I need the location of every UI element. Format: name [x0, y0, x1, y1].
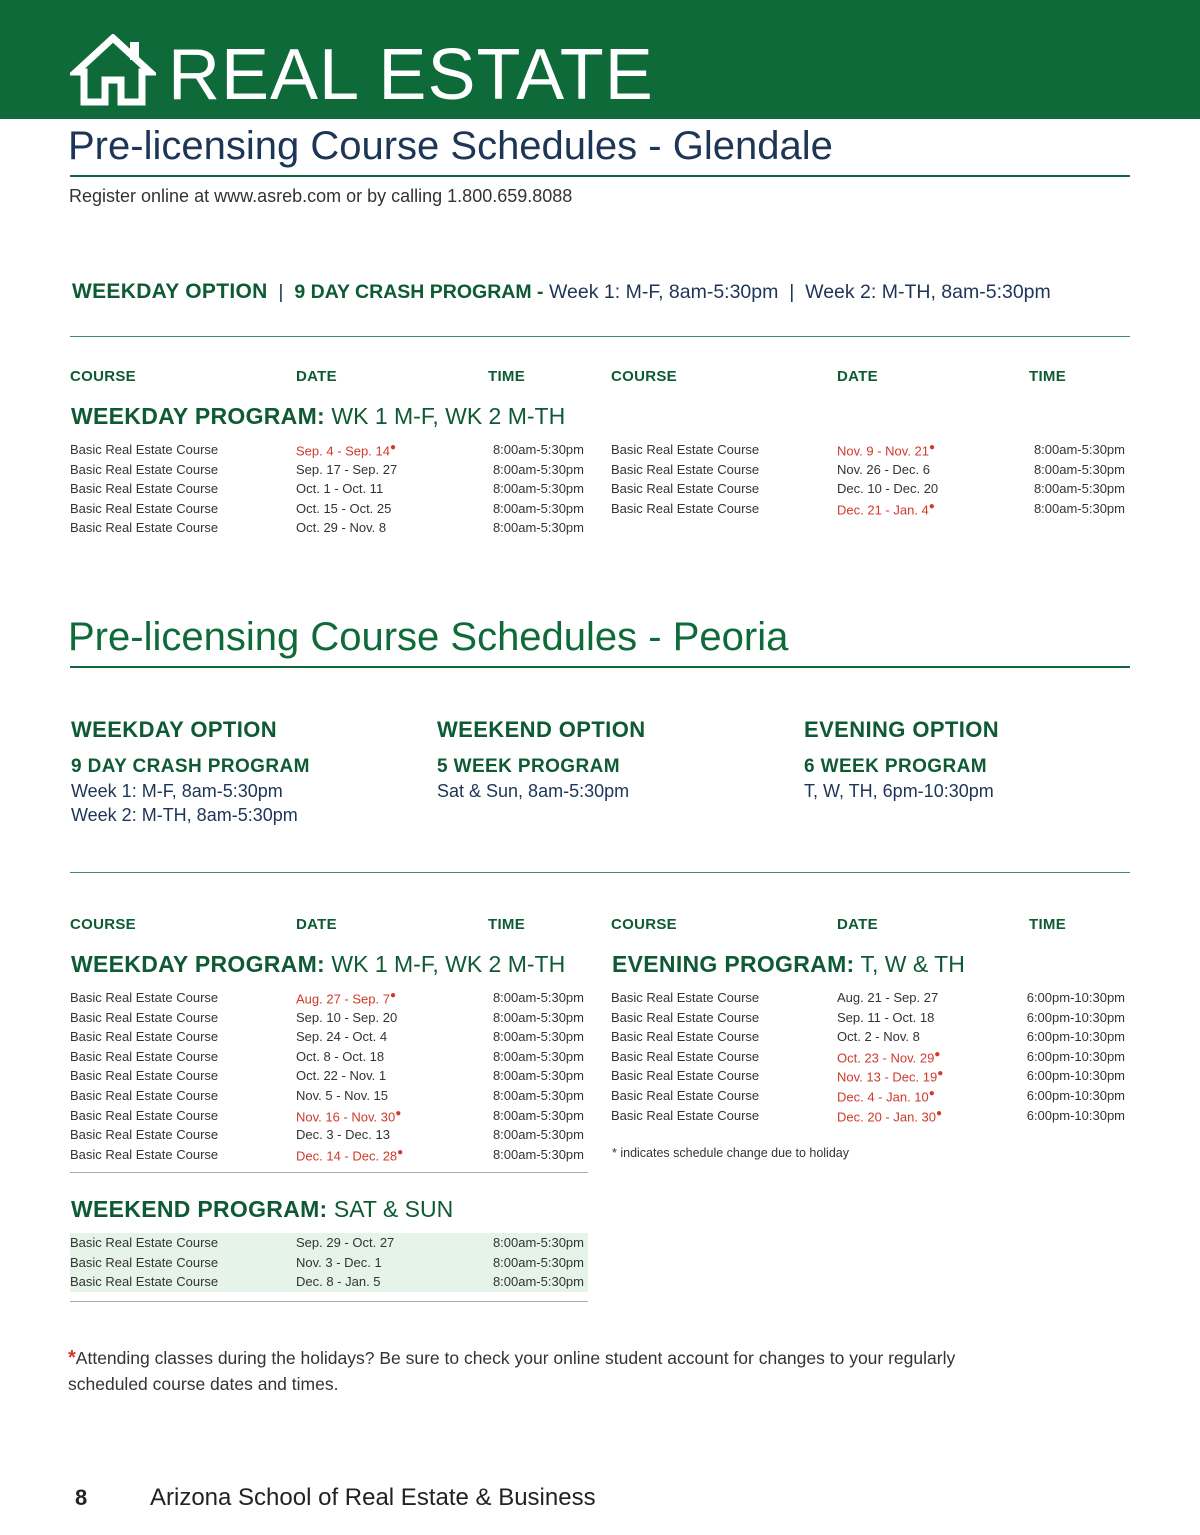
course-cell: Basic Real Estate Course: [70, 1048, 219, 1064]
time-cell: 6:00pm-10:30pm: [1026, 1107, 1125, 1123]
time-cell: 8:00am-5:30pm: [492, 990, 584, 1005]
table-row: [611, 460, 1129, 480]
date-text: Oct. 23 - Nov. 29: [837, 1050, 935, 1066]
table-row: [611, 1008, 1129, 1028]
holiday-dot-icon: ●: [929, 442, 936, 453]
time-cell: 6:00pm-10:30pm: [1026, 1048, 1125, 1064]
time-cell: 8:00am-5:30pm: [492, 1068, 584, 1084]
course-cell: Basic Real Estate Course: [70, 1235, 219, 1250]
footer-school-name: Arizona School of Real Estate & Business: [150, 1484, 596, 1511]
date-text: Dec. 14 - Dec. 28: [296, 1148, 398, 1164]
table-row: [611, 1086, 1129, 1106]
date-cell: [296, 1108, 401, 1124]
course-cell: Basic Real Estate Course: [611, 481, 760, 497]
course-cell: Basic Real Estate Course: [611, 990, 760, 1005]
holiday-dot-icon: ●: [928, 1088, 935, 1099]
course-cell: Basic Real Estate Course: [70, 990, 219, 1005]
table-row: [70, 1008, 588, 1028]
date-cell: [296, 1088, 388, 1103]
course-cell: Basic Real Estate Course: [70, 1254, 219, 1270]
divider: [70, 666, 1130, 668]
date-cell: [837, 442, 935, 458]
col-header-date: DATE: [837, 368, 878, 385]
course-cell: Basic Real Estate Course: [70, 520, 219, 536]
col-header-course: COURSE: [70, 368, 136, 385]
holiday-dot-icon: ●: [389, 990, 396, 1001]
course-cell: Basic Real Estate Course: [70, 500, 219, 516]
holiday-dot-icon: ●: [937, 1068, 944, 1080]
course-cell: Basic Real Estate Course: [611, 1088, 760, 1103]
glendale-option-line: [72, 280, 1051, 304]
time-cell: 8:00am-5:30pm: [492, 1009, 584, 1025]
date-text: Dec. 4 - Jan. 10: [837, 1089, 929, 1105]
time-cell: 8:00am-5:30pm: [492, 1127, 584, 1143]
col-header-date: DATE: [837, 916, 878, 933]
time-cell: 8:00am-5:30pm: [1033, 442, 1125, 457]
date-text: Oct. 15 - Oct. 25: [296, 500, 392, 516]
date-text: Sep. 11 - Oct. 18: [837, 1009, 935, 1025]
option-label: WEEKDAY OPTION: [72, 280, 268, 303]
col-header-time: TIME: [488, 368, 526, 385]
banner-title: REAL ESTATE: [168, 35, 654, 115]
date-cell: [296, 520, 386, 535]
time-cell: 8:00am-5:30pm: [1033, 461, 1125, 477]
table-row: [70, 518, 588, 538]
table-row: [70, 460, 588, 480]
time-cell: 8:00am-5:30pm: [492, 520, 584, 536]
date-cell: [296, 990, 396, 1006]
time-cell: 8:00am-5:30pm: [1033, 481, 1125, 497]
date-text: Sep. 17 - Sep. 27: [296, 461, 398, 477]
date-cell: [837, 1010, 934, 1025]
holiday-dot-icon: ●: [934, 1048, 941, 1060]
time-cell: 6:00pm-10:30pm: [1026, 1029, 1125, 1045]
divider: [70, 872, 1130, 873]
program-title-rest: T, W & TH: [854, 951, 965, 977]
date-cell: [296, 442, 396, 458]
program-label: 9 DAY CRASH PROGRAM -: [294, 281, 544, 303]
table-row: [611, 479, 1129, 499]
table-row: [70, 1272, 588, 1292]
separator: |: [278, 281, 284, 303]
option-line2: Week 2: M-TH, 8am-5:30pm: [71, 805, 298, 825]
table-row: [70, 1253, 588, 1273]
date-text: Dec. 3 - Dec. 13: [296, 1127, 390, 1143]
program-title-bold: WEEKEND PROGRAM:: [71, 1196, 328, 1222]
date-text: Dec. 10 - Dec. 20: [837, 481, 939, 497]
time-cell: 8:00am-5:30pm: [492, 1146, 584, 1162]
table-row: [611, 988, 1129, 1008]
divider: [70, 175, 1130, 177]
date-text: Nov. 3 - Dec. 1: [296, 1254, 382, 1270]
program-title-bold: WEEKDAY PROGRAM:: [71, 951, 325, 977]
option-head: WEEKEND OPTION: [437, 717, 646, 742]
divider: [70, 1301, 588, 1302]
date-cell: [837, 990, 938, 1005]
date-cell: [296, 1147, 403, 1163]
course-cell: Basic Real Estate Course: [611, 442, 760, 457]
col-header-course: COURSE: [611, 368, 677, 385]
date-cell: [296, 481, 383, 496]
date-cell: [837, 1029, 920, 1044]
date-text: Nov. 16 - Nov. 30: [296, 1108, 396, 1124]
table-row: [611, 1027, 1129, 1047]
date-text: Nov. 26 - Dec. 6: [837, 461, 930, 477]
col-header-time: TIME: [488, 916, 526, 933]
table-row: [70, 1233, 588, 1253]
table-row: [70, 1027, 588, 1047]
time-cell: 8:00am-5:30pm: [492, 1029, 584, 1045]
table-row: [611, 499, 1129, 519]
date-cell: [837, 462, 930, 477]
course-cell: Basic Real Estate Course: [70, 1274, 219, 1290]
time-cell: 6:00pm-10:30pm: [1026, 990, 1125, 1005]
peoria-weekday-program-title: [71, 951, 565, 978]
table-row: [70, 988, 588, 1008]
holiday-message: [68, 1345, 1028, 1397]
date-cell: [837, 1068, 943, 1084]
table-row: [70, 1145, 588, 1165]
time-cell: 8:00am-5:30pm: [492, 1088, 584, 1103]
col-header-date: DATE: [296, 916, 337, 933]
date-cell: [296, 462, 397, 477]
course-cell: Basic Real Estate Course: [70, 1009, 219, 1025]
peoria-weekend-program-title: [71, 1196, 453, 1223]
holiday-dot-icon: ●: [397, 1146, 404, 1158]
option-sub: 5 WEEK PROGRAM: [437, 756, 620, 777]
date-text: Sep. 10 - Sep. 20: [296, 1009, 398, 1025]
table-row: [70, 1066, 588, 1086]
glendale-title: Pre-licensing Course Schedules - Glendale: [68, 124, 833, 168]
col-header-time: TIME: [1029, 916, 1067, 933]
option-line1: Sat & Sun, 8am-5:30pm: [437, 781, 630, 801]
col-header-course: COURSE: [611, 916, 677, 933]
date-text: Oct. 29 - Nov. 8: [296, 520, 387, 536]
program-title-rest: WK 1 M-F, WK 2 M-TH: [325, 403, 566, 429]
course-cell: Basic Real Estate Course: [611, 1029, 760, 1045]
table-row: [611, 1106, 1129, 1126]
table-row: [70, 1125, 588, 1145]
date-cell: [296, 1010, 397, 1025]
table-row: [70, 499, 588, 519]
course-cell: Basic Real Estate Course: [611, 1107, 760, 1123]
course-cell: Basic Real Estate Course: [70, 1127, 219, 1143]
course-cell: Basic Real Estate Course: [70, 1088, 219, 1103]
date-text: Dec. 20 - Jan. 30: [837, 1108, 936, 1124]
program-title-bold: EVENING PROGRAM:: [612, 951, 855, 977]
divider: [70, 1172, 588, 1173]
course-cell: Basic Real Estate Course: [70, 442, 219, 457]
date-cell: [837, 1088, 935, 1104]
program-title-bold: WEEKDAY PROGRAM:: [71, 403, 325, 429]
date-cell: [837, 481, 938, 496]
course-cell: Basic Real Estate Course: [611, 1068, 760, 1084]
course-cell: Basic Real Estate Course: [611, 1009, 760, 1025]
date-cell: [296, 1127, 390, 1142]
time-cell: 8:00am-5:30pm: [492, 461, 584, 477]
holiday-dot-icon: ●: [395, 1107, 402, 1119]
date-text: Aug. 27 - Sep. 7: [296, 991, 390, 1007]
date-cell: [296, 1029, 387, 1044]
time-cell: 8:00am-5:30pm: [492, 1107, 584, 1123]
course-cell: Basic Real Estate Course: [70, 461, 219, 477]
time-cell: 8:00am-5:30pm: [492, 1254, 584, 1270]
date-cell: [837, 1108, 942, 1124]
course-cell: Basic Real Estate Course: [611, 1048, 760, 1064]
table-row: [70, 1106, 588, 1126]
time-cell: 8:00am-5:30pm: [1033, 500, 1125, 516]
col-header-date: DATE: [296, 368, 337, 385]
date-text: Dec. 21 - Jan. 4: [837, 502, 929, 518]
house-icon: [70, 34, 156, 106]
holiday-message-text: Attending classes during the holidays? Be sure to check your online student account for changes to your regularly scheduled course dates and times.: [68, 1348, 956, 1394]
program-title-rest: WK 1 M-F, WK 2 M-TH: [325, 951, 566, 977]
date-cell: [296, 1255, 382, 1270]
glendale-weekday-program-title: [71, 403, 565, 430]
col-header-time: TIME: [1029, 368, 1067, 385]
table-row: [611, 1066, 1129, 1086]
date-cell: [296, 1049, 384, 1064]
option-sub: 6 WEEK PROGRAM: [804, 756, 987, 777]
option-sub: 9 DAY CRASH PROGRAM: [71, 756, 310, 777]
col-header-course: COURSE: [70, 916, 136, 933]
date-text: Nov. 5 - Nov. 15: [296, 1088, 388, 1103]
option-head: EVENING OPTION: [804, 717, 1000, 742]
separator: |: [789, 281, 795, 303]
week2-text: Week 2: M-TH, 8am-5:30pm: [805, 281, 1051, 303]
time-cell: 6:00pm-10:30pm: [1026, 1088, 1125, 1103]
time-cell: 8:00am-5:30pm: [492, 1235, 584, 1250]
time-cell: 8:00am-5:30pm: [492, 481, 584, 497]
course-cell: Basic Real Estate Course: [70, 1068, 219, 1084]
course-cell: Basic Real Estate Course: [611, 500, 760, 516]
date-text: Oct. 1 - Oct. 11: [296, 481, 384, 497]
register-text: Register online at www.asreb.com or by calling 1.800.659.8088: [69, 186, 573, 206]
divider: [70, 336, 1130, 337]
date-text: Nov. 13 - Dec. 19: [837, 1069, 938, 1085]
time-cell: 6:00pm-10:30pm: [1026, 1068, 1125, 1084]
date-text: Aug. 21 - Sep. 27: [837, 990, 939, 1005]
table-row: [70, 1047, 588, 1067]
holiday-dot-icon: ●: [389, 442, 396, 453]
program-title-rest: SAT & SUN: [327, 1196, 454, 1222]
course-cell: Basic Real Estate Course: [70, 1029, 219, 1045]
table-row: [611, 1047, 1129, 1067]
course-cell: Basic Real Estate Course: [611, 461, 760, 477]
option-head: WEEKDAY OPTION: [71, 717, 278, 742]
time-cell: 8:00am-5:30pm: [492, 442, 584, 457]
peoria-evening-program-title: [612, 951, 965, 978]
time-cell: 6:00pm-10:30pm: [1026, 1009, 1125, 1025]
asterisk-icon: *: [68, 1347, 76, 1369]
option-line1: T, W, TH, 6pm-10:30pm: [804, 781, 994, 801]
course-cell: Basic Real Estate Course: [70, 1107, 219, 1123]
date-text: Oct. 2 - Nov. 8: [837, 1029, 920, 1045]
date-cell: [296, 501, 391, 516]
date-cell: [837, 1049, 940, 1065]
time-cell: 8:00am-5:30pm: [492, 1274, 584, 1290]
table-row: [70, 479, 588, 499]
time-cell: 8:00am-5:30pm: [492, 1048, 584, 1064]
table-row: [70, 1086, 588, 1106]
holiday-note: * indicates schedule change due to holiday: [612, 1146, 849, 1160]
date-cell: [296, 1068, 386, 1083]
holiday-dot-icon: ●: [928, 500, 935, 512]
date-text: Dec. 8 - Jan. 5: [296, 1274, 381, 1290]
date-text: Oct. 22 - Nov. 1: [296, 1068, 387, 1084]
date-text: Nov. 9 - Nov. 21: [837, 443, 929, 459]
date-cell: [296, 1274, 381, 1289]
course-cell: Basic Real Estate Course: [70, 1146, 219, 1162]
date-text: Sep. 29 - Oct. 27: [296, 1235, 395, 1250]
option-line1: Week 1: M-F, 8am-5:30pm: [71, 781, 283, 801]
holiday-dot-icon: ●: [936, 1107, 943, 1119]
header-banner: [0, 0, 1200, 119]
table-row: [611, 440, 1129, 460]
date-cell: [296, 1235, 394, 1250]
table-row: [70, 440, 588, 460]
course-cell: Basic Real Estate Course: [70, 481, 219, 497]
date-text: Oct. 8 - Oct. 18: [296, 1048, 385, 1064]
week1-text: Week 1: M-F, 8am-5:30pm: [548, 281, 779, 303]
date-text: Sep. 4 - Sep. 14: [296, 443, 390, 459]
date-cell: [837, 501, 935, 517]
peoria-title: Pre-licensing Course Schedules - Peoria: [68, 615, 789, 659]
time-cell: 8:00am-5:30pm: [492, 500, 584, 516]
page-number: 8: [75, 1485, 88, 1510]
date-text: Sep. 24 - Oct. 4: [296, 1029, 388, 1045]
